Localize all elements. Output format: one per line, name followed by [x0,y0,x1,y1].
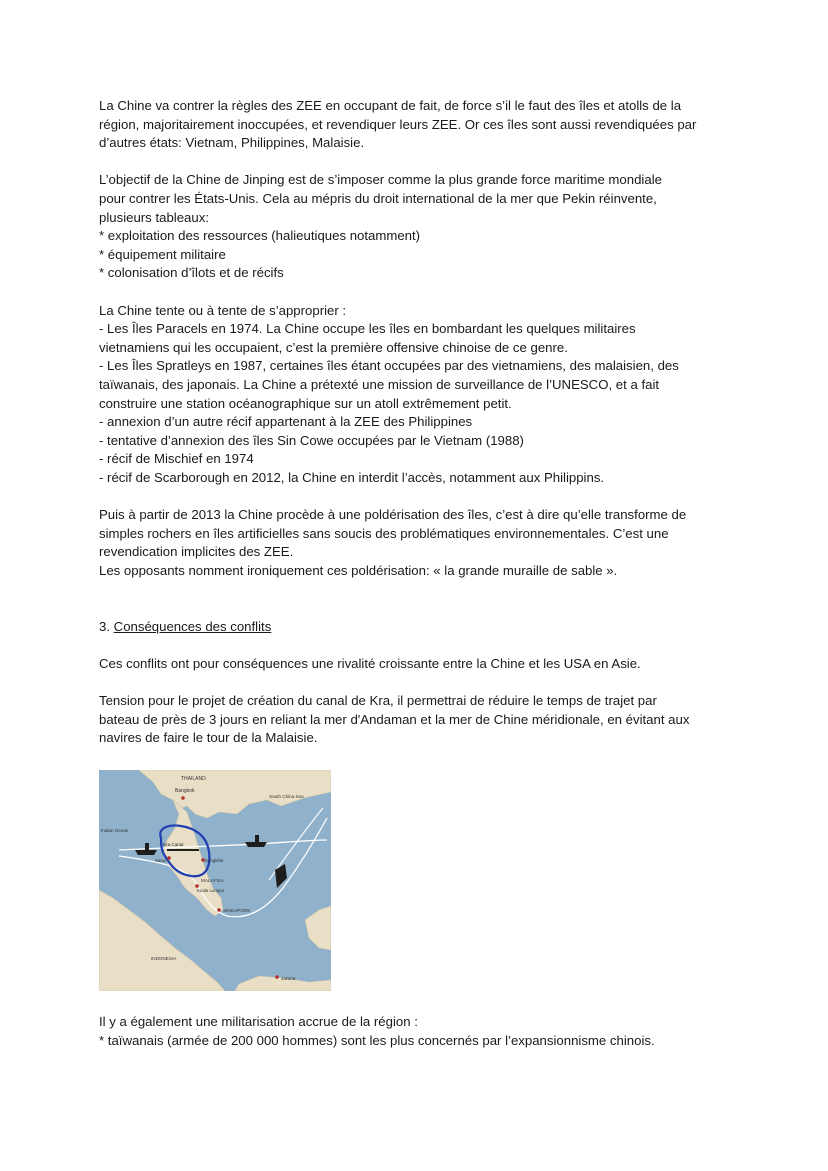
document-body [99,97,739,748]
city-marker [275,975,279,979]
text-line: d’autres états: Vietnam, Philippines, Malaisie. [99,135,365,151]
paragraph-rivalite [99,655,739,674]
section-title: Conséquences des conflits [113,618,272,634]
kra-canal-map [99,770,331,991]
text-line: vietnamiens qui les occupaient, c’est la première offensive chinoise de ce genre. [99,339,568,355]
map-label-singapore: SINGAPORE [223,908,251,913]
text-line: simples rochers en îles artificielles sans soucis des problématiques environnementales. C’est une [99,525,669,541]
map-label-indian-ocean: Indian Ocean [101,828,129,833]
list-item: * colonisation d’îlots et de récifs [99,265,284,281]
text-line: Puis à partir de 2013 la Chine procède à une poldérisation des îles, c’est à dire qu’elle transforme de [99,507,687,523]
paragraph-objectif [99,171,739,283]
map-label-kra-canal: Kra Canal [163,842,184,847]
list-item: - récif de Mischief en 1974 [99,451,254,467]
section-heading [99,618,739,637]
text-line: revendication implicites des ZEE. [99,544,294,560]
text-line: L’objectif de la Chine de Jinping est de s’imposer comme la plus grande force maritime mondiale [99,172,662,188]
paragraph-kra [99,692,739,748]
map-label-jakarta: Jakarta [281,976,296,981]
list-item: - Les Îles Spratleys en 1987, certaines îles étant occupées par des vietnamiens, des malaisien, des [99,358,679,374]
list-item: - tentative d’annexion des îles Sin Cowe occupées par le Vietnam (1988) [99,432,524,448]
text-line: taïwanais, des japonais. La Chine a prétexté une mission de surveillance de l’UNESCO, et a fait [99,376,660,392]
map-label-south-china-sea: South China Sea [269,794,304,799]
city-marker [167,856,171,860]
text-line: Il y a également une militarisation accrue de la région : [99,1014,418,1029]
list-item: * exploitation des ressources (halieutiques notamment) [99,228,421,244]
text-line: Ces conflits ont pour conséquences une rivalité croissante entre la Chine et les USA en Asie. [99,655,641,671]
map-label-indonesia: INDONESIA [151,956,177,961]
paragraph-zee [99,97,739,153]
text-line: bateau de près de 3 jours en reliant la mer d'Andaman et la mer de Chine méridionale, en évitant aux [99,711,690,727]
list-item: - annexion d’un autre récif appartenant à la ZEE des Philippines [99,414,473,430]
text-line: La Chine tente ou à tente de s’approprier : [99,302,347,318]
map-image [99,770,331,991]
list-item: - récif de Scarborough en 2012, la Chine en interdit l’accès, notamment aux Philippins. [99,469,605,485]
map-label-satun: Satun [155,858,167,863]
section-number: 3. [99,618,114,634]
map-label-malaysia: MALAYSIA [201,878,224,883]
text-line: navires de faire le tour de la Malaisie. [99,730,318,746]
list-item: - Les Îles Paracels en 1974. La Chine occupe les îles en bombardant les quelques militaires [99,321,636,337]
city-marker [181,796,185,800]
map-label-kuala-lumpur: Kuala Lumpur [197,888,225,893]
text-line: pour contrer les États-Unis. Cela au mépris du droit international de la mer que Pekin réinvente, [99,190,657,206]
map-label-songkhla: Songkhla [205,858,224,863]
text-line: Tension pour le projet de création du canal de Kra, il permettrai de réduire le temps de trajet par [99,693,657,708]
city-marker [217,908,221,912]
paragraph-appropriation [99,302,739,488]
list-item: * équipement militaire [99,246,226,262]
text-line: plusieurs tableaux: [99,209,209,225]
paragraph-militarisation [99,1013,739,1050]
text-line: Les opposants nomment ironiquement ces poldérisation: « la grande muraille de sable ». [99,562,618,578]
text-line: construire une station océanographique sur un atoll extrêmement petit. [99,395,512,411]
text-line: La Chine va contrer la règles des ZEE en occupant de fait, de force s’il le faut des îles et atolls de la [99,98,682,113]
map-label-bangkok: Bangkok [175,788,195,794]
text-line: région, majoritairement inoccupées, et revendiquer leurs ZEE. Or ces îles sont aussi revendiquées par [99,116,697,132]
map-label-thailand: THAILAND [181,776,206,782]
paragraph-polderisation [99,506,739,580]
list-item: * taïwanais (armée de 200 000 hommes) sont les plus concernés par l’expansionnisme chinois. [99,1032,655,1048]
